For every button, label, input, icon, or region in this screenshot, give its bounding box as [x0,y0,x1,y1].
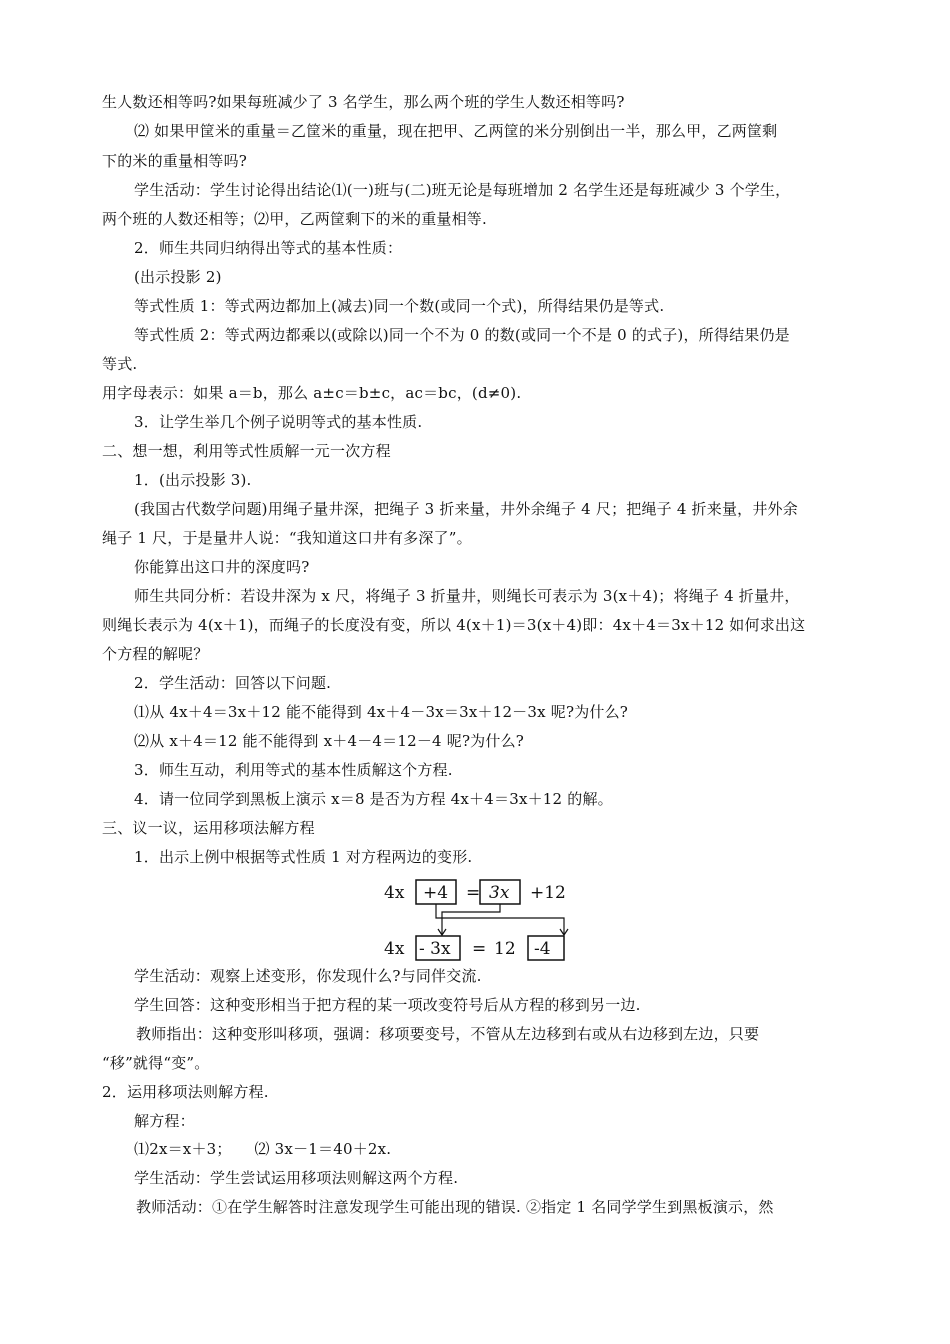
text-line: 2．运用移项法则解方程. [102,1083,269,1101]
row2-eq: = [472,939,487,959]
section-heading: 二、想一想，利用等式性质解一元一次方程 [102,442,391,460]
text-line: 等式性质 1：等式两边都加上(减去)同一个数(或同一个式)，所得结果仍是等式. [134,297,665,315]
text-line: 学生回答：这种变形相当于把方程的某一项改变符号后从方程的移到另一边. [134,996,641,1014]
text-line: 4．请一位同学到黑板上演示 x＝8 是否为方程 4x＋4＝3x＋12 的解。 [134,790,613,808]
text-line: ⑵从 x＋4＝12 能不能得到 x＋4－4＝12－4 呢?为什么? [134,732,525,750]
text-line: 等式. [102,355,138,373]
text-line: (出示投影 2) [134,268,222,286]
text-line: 1．(出示投影 3). [134,471,252,489]
row2-box2: -4 [534,939,551,959]
text-line: 个方程的解呢？ [102,645,209,663]
text-line: 师生共同分析：若设井深为 x 尺，将绳子 3 折量井，则绳长可表示为 3(x＋4)；将绳子 4 折量井， [134,587,800,605]
text-line: 生人数还相等吗?如果每班减少了 3 名学生，那么两个班的学生人数还相等吗? [102,93,625,111]
row1-lhs: 4x [384,883,405,903]
text-line: 学生活动：观察上述变形，你发现什么?与同伴交流. [134,967,482,985]
arrow-3x-to-minus3x [442,904,500,934]
row1-box2: 3x [489,883,510,903]
text-line: 2．学生活动：回答以下问题. [134,674,332,692]
text-line: 绳子 1 尺，于是量井人说：“我知道这口井有多深了”。 [102,529,472,547]
text-line: 下的米的重量相等吗? [102,152,248,170]
text-line: 用字母表示：如果 a＝b，那么 a±c＝b±c，ac＝bc，(d≠0). [102,384,522,402]
text-line: 解方程： [134,1112,195,1130]
row1-eq: = [466,883,481,903]
text-line: 3．师生互动，利用等式的基本性质解这个方程. [134,761,453,779]
text-line: 则绳长表示为 4(x＋1)，而绳子的长度没有变，所以 4(x＋1)＝3(x＋4)即：4x＋4＝3x＋12 如何求出这 [102,616,806,634]
row2-mid: 12 [494,939,516,959]
text-line: “移”就得“变”。 [102,1054,210,1072]
equation-transform-diagram [382,874,582,962]
text-line: (我国古代数学问题)用绳子量井深，把绳子 3 折来量，井外余绳子 4 尺；把绳子 4 折来量，井外余 [134,500,798,518]
text-line: ⑴2x＝x＋3； ⑵ 3x－1＝40＋2x. [134,1140,392,1158]
text-line: 两个班的人数还相等；⑵甲，乙两筐剩下的米的重量相等. [102,210,487,228]
row1-box1: +4 [423,883,449,903]
text-line: 2．师生共同归纳得出等式的基本性质： [134,239,403,257]
text-line: 教师指出：这种变形叫移项，强调：移项要变号，不管从左边移到右或从右边移到左边，只要 [136,1025,760,1043]
text-line: 1．出示上例中根据等式性质 1 对方程两边的变形. [134,848,473,866]
text-line: 学生活动：学生尝试运用移项法则解这两个方程. [134,1169,459,1187]
text-line: 教师活动：①在学生解答时注意发现学生可能出现的错误. ②指定 1 名同学学生到黑板演示，然 [136,1198,774,1216]
row2-box1: - 3x [419,939,451,959]
row2-lhs: 4x [384,939,405,959]
section-heading: 三、议一议，运用移项法解方程 [102,819,315,837]
text-line: 3．让学生举几个例子说明等式的基本性质. [134,413,423,431]
text-line: 你能算出这口井的深度吗? [134,558,310,576]
text-line: ⑴从 4x＋4＝3x＋12 能不能得到 4x＋4－3x＝3x＋12－3x 呢?为什么? [134,703,629,721]
text-line: 等式性质 2：等式两边都乘以(或除以)同一个不为 0 的数(或同一个不是 0 的式子)，所得结果仍是 [134,326,790,344]
text-line: 学生活动：学生讨论得出结论⑴(一)班与(二)班无论是每班增加 2 名学生还是每班减少 3 个学生， [134,181,791,199]
row1-rhs: +12 [530,883,566,903]
text-line: ⑵ 如果甲筐米的重量＝乙筐米的重量，现在把甲、乙两筐的米分别倒出一半，那么甲，乙两筐剩 [134,122,778,140]
